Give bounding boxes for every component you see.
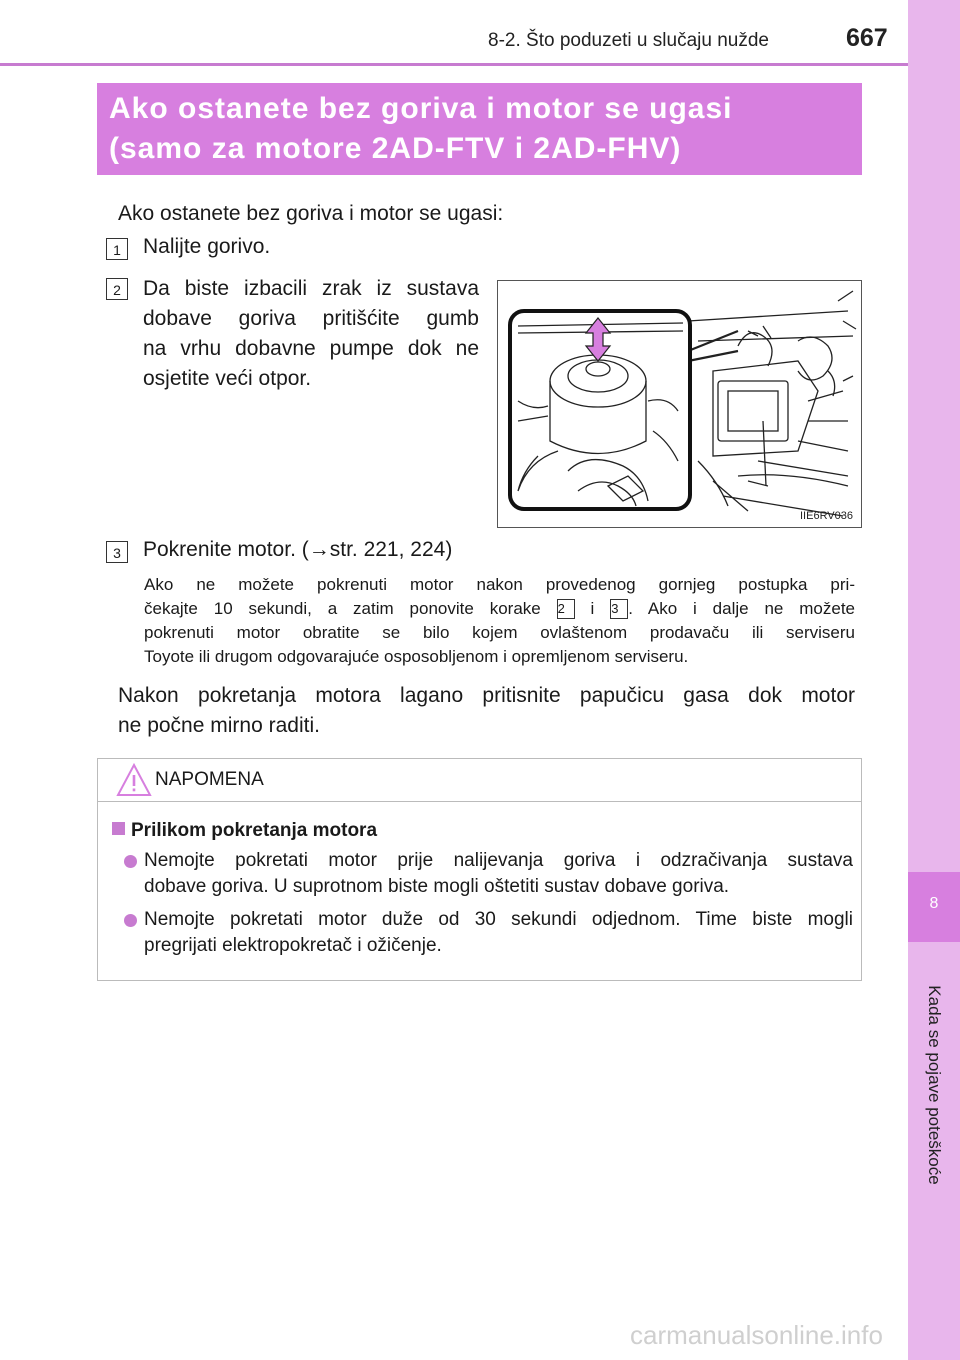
fuel-pump-illustration — [497, 280, 862, 528]
step-number-3: 3 — [106, 541, 128, 563]
step-2-line: na vrhu dobavne pumpe dok ne — [143, 337, 479, 360]
caution-heading — [112, 820, 377, 842]
step-number-2: 2 — [106, 278, 128, 300]
step-2-line: Da biste izbacili zrak iz sustava — [143, 277, 479, 300]
square-bullet-icon — [112, 822, 125, 835]
heading-line-1: Ako ostanete bez goriva i motor se ugasi — [109, 92, 733, 125]
bullet-1-line-2: dobave goriva. U suprotnom biste mogli oštetiti sustav dobave goriva. — [144, 876, 730, 897]
step-2-line: osjetite veći otpor. — [143, 367, 312, 390]
step-3-note — [144, 573, 855, 669]
note-line-1: Ako ne možete pokrenuti motor nakon provedenog gornjeg postupka pri- — [144, 575, 855, 594]
note-conj: i — [590, 599, 595, 618]
after-start-text — [118, 681, 855, 741]
note-line-2 — [144, 597, 855, 621]
after-start-line-2: ne počne mirno raditi. — [118, 714, 320, 737]
chapter-number: 8 — [929, 895, 939, 912]
caution-bullet-1 — [144, 848, 853, 900]
caution-header — [98, 759, 861, 802]
bullet-dot-icon — [124, 914, 137, 927]
bullet-2-line-2: pregrijati elektropokretač i ožičenje. — [144, 935, 442, 956]
bullet-2-line-1: Nemojte pokretati motor duže od 30 sekundi odjednom. Time biste mogli — [144, 909, 853, 930]
step-ref-3[interactable]: 3 — [610, 599, 628, 619]
caution-box — [97, 758, 862, 981]
intro-text: Ako ostanete bez goriva i motor se ugasi: — [118, 202, 504, 225]
caution-title: NAPOMENA — [155, 769, 264, 790]
engine-bay-drawing — [498, 281, 861, 527]
bullet-dot-icon — [124, 855, 137, 868]
warning-icon — [116, 763, 152, 797]
step-1-text: Nalijte gorivo. — [143, 235, 271, 258]
illustration-code: IIE6RV036 — [800, 510, 854, 522]
note-line-2a: čekajte 10 sekundi, a zatim ponovite korake — [144, 599, 541, 618]
note-line-3: pokrenuti motor obratite se bilo kojem ovlaštenom prodavaču ili serviseru — [144, 623, 855, 642]
step-ref-2[interactable]: 2 — [557, 599, 575, 619]
caution-heading-text: Prilikom pokretanja motora — [131, 820, 378, 841]
section-heading-box — [97, 83, 862, 175]
step-2-line: dobave goriva pritišćite gumb — [143, 307, 479, 330]
caution-bullet-2 — [144, 907, 853, 959]
step-3-text: Pokrenite motor. (→str. 221, 224) — [143, 538, 453, 561]
watermark: carmanualsonline.info — [630, 1320, 883, 1350]
chapter-title: Kada se pojave poteškoće — [925, 985, 944, 1185]
bullet-1-line-1: Nemojte pokretati motor prije nalijevanja goriva i odzračivanja sustava — [144, 850, 853, 871]
step-number-1: 1 — [106, 238, 128, 260]
heading-line-2: (samo za motore 2AD-FTV i 2AD-FHV) — [109, 132, 682, 165]
page-number: 667 — [846, 24, 888, 52]
step-2-text — [143, 274, 479, 394]
note-line-2b: . Ako i dalje ne možete — [628, 599, 856, 618]
section-title: 8-2. Što poduzeti u slučaju nužde — [488, 30, 769, 51]
note-line-4: Toyote ili drugom odgovarajuće osposobljenom i opremljenom serviseru. — [144, 647, 689, 666]
after-start-line-1: Nakon pokretanja motora lagano pritisnite papučicu gasa dok motor — [118, 684, 855, 707]
header-rule — [0, 63, 908, 66]
